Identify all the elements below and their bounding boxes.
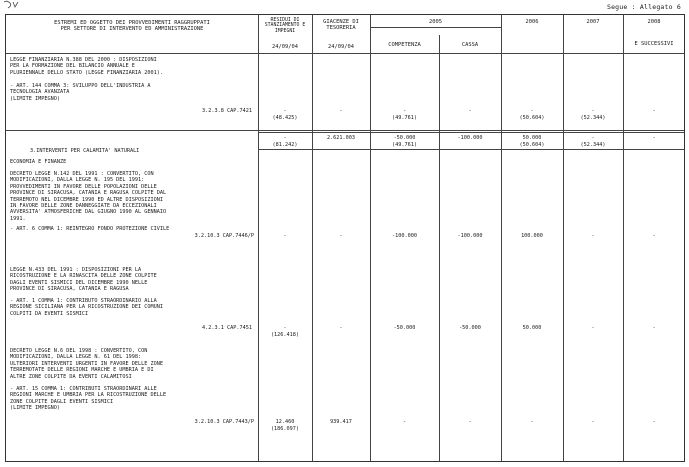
header-bottom-rule [6,53,684,54]
chapter-code: 4.2.3.1 CAP.7451 [202,325,252,331]
cell-cassa: -100.000 [457,233,483,239]
header-col3: GIACENZE DI TESORERIA [323,19,359,32]
cell-2006-paren: (50.604) [519,115,545,121]
total-residui: - [283,135,287,141]
header-competenza: COMPETENZA [388,42,421,48]
provision-text: DECRETO LEGGE N.6 DEL 1998 : CONVERTITO, CON MODIFICAZIONI, DALLA LEGGE N. 61 DEL 1998: ULTERIORI INTERVENTI URGENTI IN FAVORE DELLE ZONE TERREMOTATE DELLE REGIONI MARCHE E UMBRIA E DI ALTRE ZONE COLPITE DA EVENTI CALAMITOSI [10,348,164,380]
page-stamp-mark [2,0,26,10]
cell-giacenze: - [339,233,343,239]
total-2007: - [591,135,595,141]
cell-cassa: - [468,108,472,114]
header-col3-date: 24/09/04 [328,44,354,50]
cell-giacenze: 939.417 [330,419,352,425]
cell-2006: - [530,419,534,425]
cell-2007: - [591,325,595,331]
cell-2006: - [530,108,534,114]
allocation-table [5,14,685,462]
cell-2006: 100.000 [521,233,543,239]
cell-residui-paren: (186.097) [270,426,300,432]
cell-2007: - [591,419,595,425]
page-header-label: Segue : Allegato 6 [606,3,681,11]
cell-cassa: - [468,419,472,425]
cell-competenza: -50.000 [393,325,416,331]
header-col2-date: 24/09/04 [272,44,298,50]
cell-2007: - [591,233,595,239]
header-year-2005: 2005 [429,19,442,25]
provision-text: DECRETO LEGGE N.142 DEL 1991 : CONVERTITO, CON MODIFICAZIONI, DALLA LEGGE N. 195 DEL 1991: PROVVEDIMENTI IN FAVORE DELLE POPOLAZIONI DELLE PROVINCE DI SIRACUSA, CATANIA E RAGUSA COLPITE DAL TERREMOTO NEL DICEMBRE 1990 ED ALTRE DISPOSIZIONI IN FAVORE DELLE ZONE DANNEGGIATE DA ECCEZIONALI AVVERSITA' ATMOSFERICHE DAL GIUGNO 1990 AL GENNAIO 1991. [10,171,167,222]
subtotal-rule [6,130,684,131]
cell-2006: 50.000 [522,325,542,331]
cell-competenza-paren: (49.761) [392,115,417,121]
header-year-2006: 2006 [525,19,539,25]
provision-text: LEGGE FINANZIARIA N.388 DEL 2000 : DISPOSIZIONI PER LA FORMAZIONE DEL BILANCIO ANNUALE E PLURIENNALE DELLO STATO (LEGGE FINANZIARIA 2001). [10,57,164,76]
total-cassa: -100.000 [457,135,483,141]
article-text: - ART. 1 COMMA 1: CONTRIBUTO STRAORDINARIO ALLA REGIONE SICILIANA PER LA RICOSTRUZIONE DEI COMUNI COLPITI DA EVENTI SISMICI [10,298,164,317]
total-2007-paren: (52.344) [580,142,606,148]
total-2006-paren: (50.604) [519,142,545,148]
cell-2008: - [652,233,656,239]
total-competenza-paren: (49.761) [392,142,417,148]
total-giacenze: 2.621.003 [326,135,356,141]
chapter-code: 3.2.3.8 CAP.7421 [202,108,252,114]
cell-giacenze: - [339,108,343,114]
cell-residui: - [283,233,287,239]
total-2008: - [652,135,656,141]
subtotal-rule-double [258,132,684,133]
total-rule [258,149,684,150]
section-title: 3.INTERVENTI PER CALAMITA' NATURALI [30,148,140,154]
cell-2008: - [652,419,656,425]
header-year-2008: 2008 [647,19,661,25]
cell-competenza: - [402,108,407,114]
header-successivi: E SUCCESSIVI [634,41,674,47]
cell-competenza: -100.000 [392,233,417,239]
section-subtitle: ECONOMIA E FINANZE [10,159,67,165]
article-text: - ART. 15 COMMA 1: CONTRIBUTI STRAORDINARI ALLE REGIONI MARCHE E UMBRIA PER LA RICOSTRUZIONE DELLE ZONE COLPITE DAGLI EVENTI SISMICI (LIMITE IMPEGNO) [10,386,167,412]
cell-residui-paren: (126.418) [270,332,300,338]
col-divider [439,35,440,461]
article-text: - ART. 144 COMMA 3: SVILUPPO DELL'INDUSTRIA A TECNOLOGIA AVANZATA (LIMITE IMPEGNO) [10,83,151,102]
cell-competenza: - [402,419,407,425]
chapter-code: 3.2.10.3 CAP.7443/P [194,419,254,425]
total-2006: 50.000 [522,135,542,141]
header-year-2007: 2007 [586,19,600,25]
article-text: - ART. 6 COMMA 1: REINTEGRO FONDO PROTEZIONE CIVILE [10,226,170,232]
cell-residui: 12.460 [275,419,295,425]
cell-residui: - [283,325,287,331]
chapter-code: 3.2.10.3 CAP.7446/P [194,233,254,239]
cell-residui: - [283,108,287,114]
header-col1: ESTREMI ED OGGETTO DEI PROVVEDIMENTI RAGGRUPPATI PER SETTORE DI INTERVENTO ED AMMINISTRAZIONE [54,20,210,33]
header-rule [370,27,501,28]
cell-2008: - [652,108,656,114]
cell-2008: - [652,325,656,331]
total-residui-paren: (81.242) [272,142,298,148]
cell-residui-paren: (48.425) [272,115,298,121]
header-col2: RESIDUI DI STANZIAMENTO E IMPEGNI [264,18,306,34]
header-cassa: CASSA [461,42,479,48]
cell-cassa: -50.000 [459,325,481,331]
total-competenza: -50.000 [393,135,416,141]
cell-2007: - [591,108,595,114]
provision-text: LEGGE N.433 DEL 1991 : DISPOSIZIONI PER LA RICOSTRUZIONE E LA RINASCITA DELLE ZONE COLPITE DAGLI EVENTI SISMICI DEL DICEMBRE 1990 NELLE PROVINCE DI SIRACUSA, CATANIA E RAGUSA [10,267,157,293]
cell-giacenze: - [339,325,343,331]
cell-2007-paren: (52.344) [580,115,606,121]
